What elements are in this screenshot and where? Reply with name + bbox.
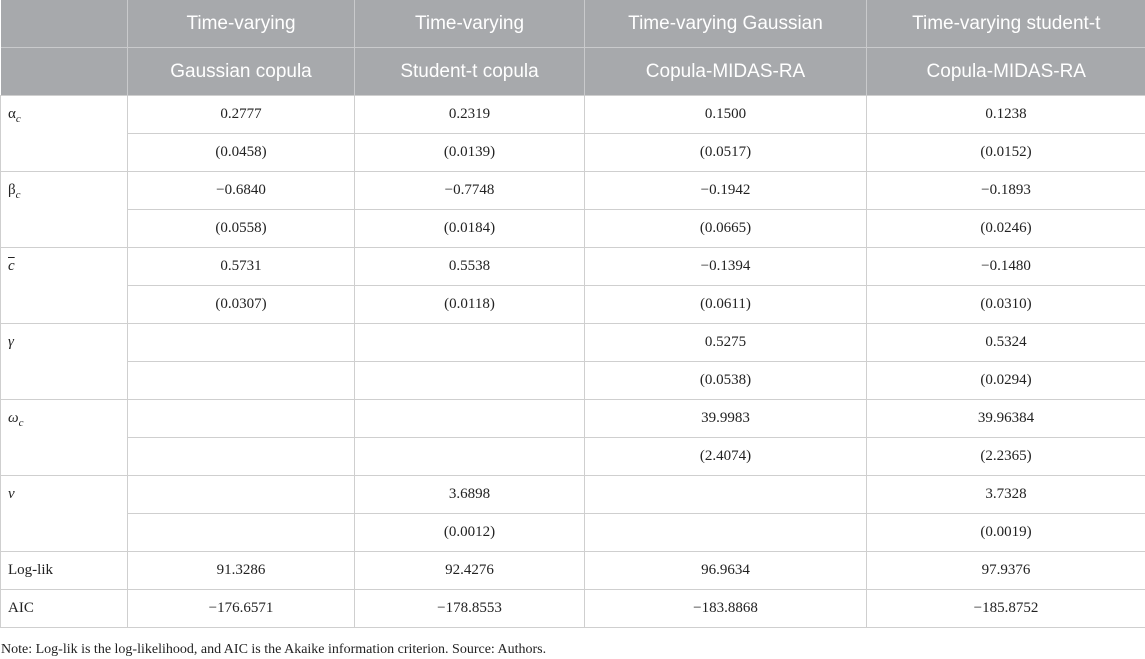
table-row xyxy=(1,552,1145,590)
header-corner-lower xyxy=(1,48,128,96)
table-cell: (0.0310) xyxy=(867,286,1145,324)
stat-label-loglik: Log-lik xyxy=(1,552,128,590)
table-cell: (0.0118) xyxy=(355,286,585,324)
table-cell: 92.4276 xyxy=(355,552,585,590)
table-header xyxy=(1,0,1145,96)
col-header-4-line1: Time-varying student-t xyxy=(867,0,1145,48)
table-cell xyxy=(585,476,867,514)
table-cell: (0.0184) xyxy=(355,210,585,248)
table-cell xyxy=(128,438,355,476)
table-row xyxy=(1,134,1145,172)
table-cell: (0.0665) xyxy=(585,210,867,248)
col-header-3-line1: Time-varying Gaussian xyxy=(585,0,867,48)
table-cell: (2.4074) xyxy=(585,438,867,476)
param-label-cbar xyxy=(1,248,128,324)
table-note: Note: Log-lik is the log-likelihood, and AIC is the Akaike information criterion. Source: Authors. xyxy=(1,642,547,657)
table-cell: −0.7748 xyxy=(355,172,585,210)
param-symbol: α xyxy=(8,106,16,122)
col-header-3-line2: Copula-MIDAS-RA xyxy=(585,48,867,96)
table-cell: 0.5275 xyxy=(585,324,867,362)
table-cell: 97.9376 xyxy=(867,552,1145,590)
table-cell: (0.0517) xyxy=(585,134,867,172)
col-header-2-line1: Time-varying xyxy=(355,0,585,48)
table-cell: (0.0019) xyxy=(867,514,1145,552)
table-cell: −185.8752 xyxy=(867,590,1145,628)
param-subscript: c xyxy=(15,113,21,125)
col-header-4-line2: Copula-MIDAS-RA xyxy=(867,48,1145,96)
table-row xyxy=(1,286,1145,324)
table-cell: 0.5324 xyxy=(867,324,1145,362)
table-cell: −178.8553 xyxy=(355,590,585,628)
param-symbol: γ xyxy=(8,334,14,350)
table-cell: 0.1238 xyxy=(867,96,1145,134)
table-cell: −0.6840 xyxy=(128,172,355,210)
table-cell xyxy=(585,514,867,552)
param-symbol: ω xyxy=(8,410,19,426)
table-cell xyxy=(355,400,585,438)
table-cell: 91.3286 xyxy=(128,552,355,590)
table-row xyxy=(1,96,1145,134)
table-cell: (0.0538) xyxy=(585,362,867,400)
table-cell: (0.0139) xyxy=(355,134,585,172)
param-label-omega xyxy=(1,400,128,476)
table-cell: 39.96384 xyxy=(867,400,1145,438)
table-cell: (0.0294) xyxy=(867,362,1145,400)
param-symbol: $\overline{c}$ xyxy=(8,258,15,274)
table-row xyxy=(1,438,1145,476)
table-cell: (0.0307) xyxy=(128,286,355,324)
table-cell xyxy=(128,400,355,438)
table-row xyxy=(1,172,1145,210)
table-cell: (0.0246) xyxy=(867,210,1145,248)
header-corner xyxy=(1,0,128,48)
table-row xyxy=(1,514,1145,552)
param-label-beta xyxy=(1,172,128,248)
table-cell: −0.1893 xyxy=(867,172,1145,210)
table-row xyxy=(1,248,1145,286)
param-subscript: c xyxy=(15,189,21,201)
table-row xyxy=(1,210,1145,248)
param-symbol: ν xyxy=(8,486,15,502)
table-cell: −176.6571 xyxy=(128,590,355,628)
table-row xyxy=(1,324,1145,362)
table-cell: (0.0611) xyxy=(585,286,867,324)
table-body xyxy=(1,96,1145,628)
table-cell: 0.1500 xyxy=(585,96,867,134)
col-header-1-line1: Time-varying xyxy=(128,0,355,48)
col-header-1-line2: Gaussian copula xyxy=(128,48,355,96)
table-cell xyxy=(355,362,585,400)
param-symbol: β xyxy=(8,182,16,198)
table-cell xyxy=(128,514,355,552)
param-label-alpha xyxy=(1,96,128,172)
table-cell: 3.7328 xyxy=(867,476,1145,514)
table-row xyxy=(1,476,1145,514)
table-cell: 39.9983 xyxy=(585,400,867,438)
param-label-nu xyxy=(1,476,128,552)
table-cell: (2.2365) xyxy=(867,438,1145,476)
table-cell: 0.2319 xyxy=(355,96,585,134)
table-row xyxy=(1,400,1145,438)
table-cell: (0.0458) xyxy=(128,134,355,172)
col-header-2-line2: Student-t copula xyxy=(355,48,585,96)
table-cell xyxy=(355,324,585,362)
table-cell: (0.0558) xyxy=(128,210,355,248)
table-cell: −0.1942 xyxy=(585,172,867,210)
table-cell: −0.1394 xyxy=(585,248,867,286)
table-cell xyxy=(128,476,355,514)
table-cell: (0.0152) xyxy=(867,134,1145,172)
param-subscript: c xyxy=(18,417,24,429)
table-cell: −183.8868 xyxy=(585,590,867,628)
stat-label-aic: AIC xyxy=(1,590,128,628)
table-cell: 0.2777 xyxy=(128,96,355,134)
table-row xyxy=(1,362,1145,400)
table-cell: 3.6898 xyxy=(355,476,585,514)
table-cell: −0.1480 xyxy=(867,248,1145,286)
table-cell xyxy=(128,324,355,362)
table-cell xyxy=(128,362,355,400)
table-cell: 96.9634 xyxy=(585,552,867,590)
table-cell: (0.0012) xyxy=(355,514,585,552)
table-cell: 0.5538 xyxy=(355,248,585,286)
table-cell xyxy=(355,438,585,476)
param-label-gamma xyxy=(1,324,128,400)
table-cell: 0.5731 xyxy=(128,248,355,286)
table-row xyxy=(1,590,1145,628)
